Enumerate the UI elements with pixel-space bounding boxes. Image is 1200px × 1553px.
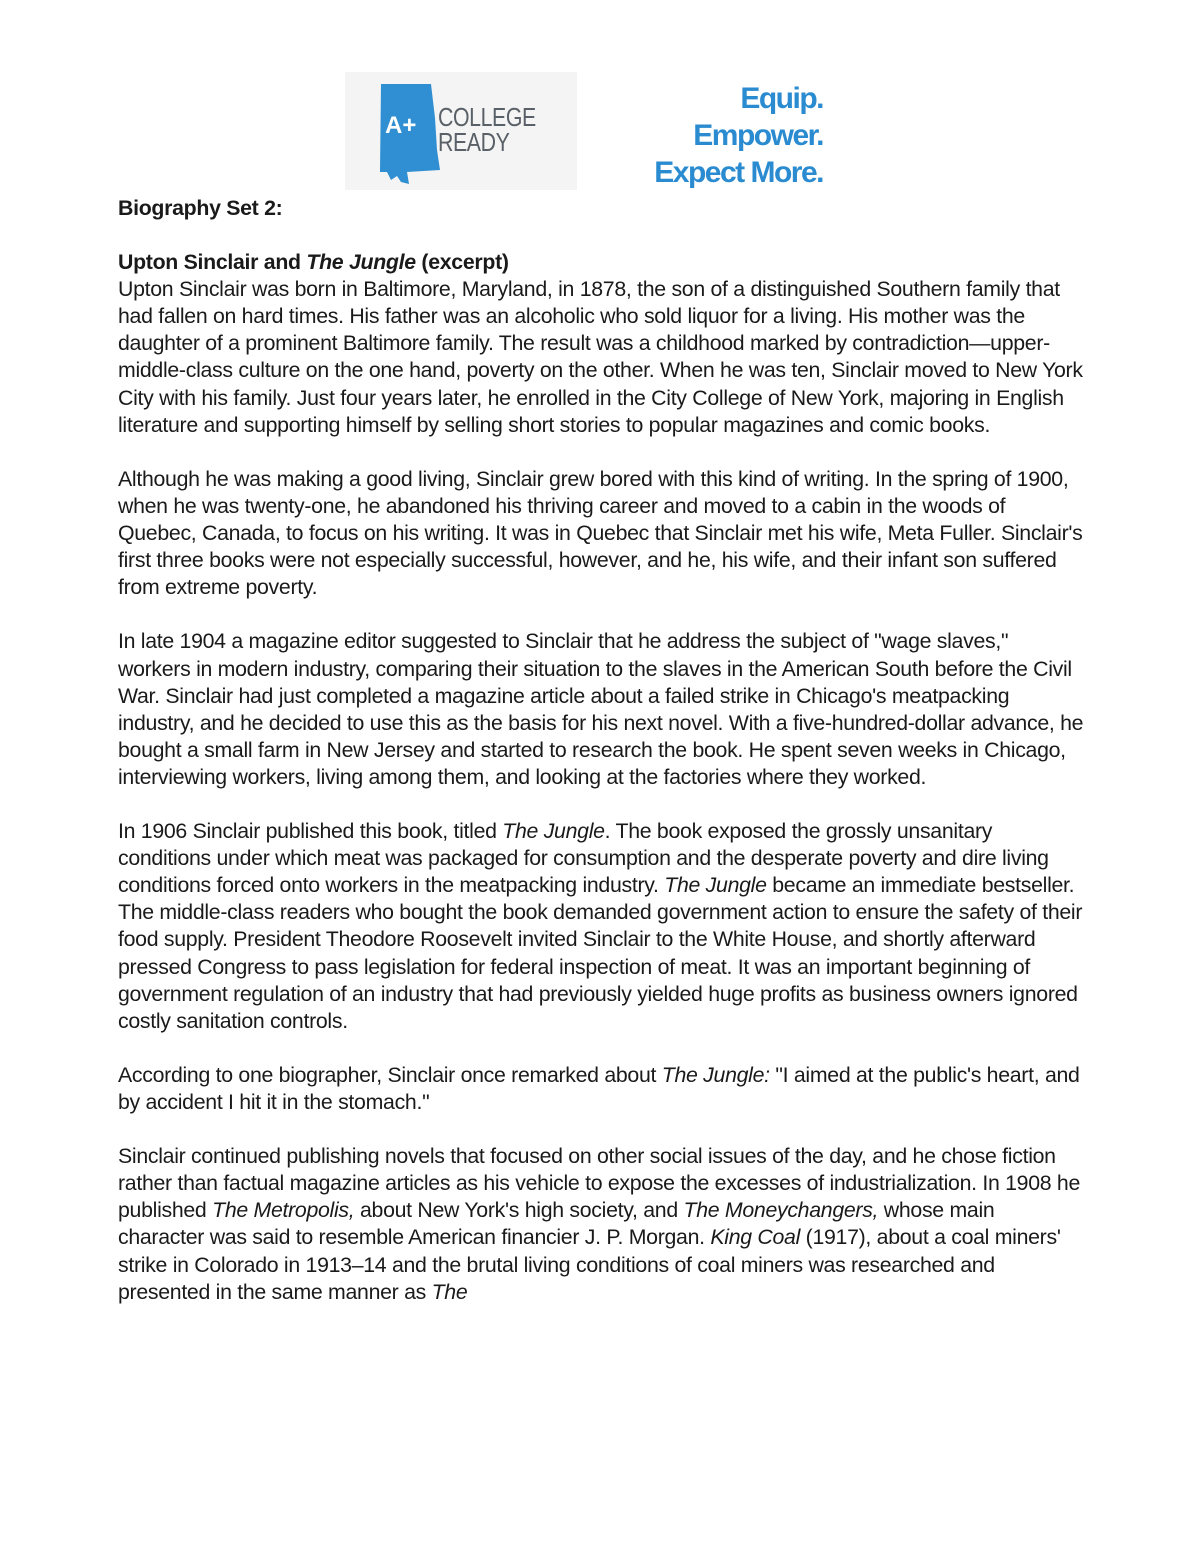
paragraph-6 — [118, 1143, 1086, 1306]
college-ready-logo — [345, 72, 577, 190]
book-title: The Jungle — [664, 873, 767, 898]
paragraph-3: In late 1904 a magazine editor suggested to Sinclair that he address the subject of "wage slaves," workers in modern industry, comparing their situation to the slaves in the American South before the Civil War. Sinclair had just completed a magazine article about a failed strike in Chicago's meatpacking industry, and he decided to use this as the basis for his next novel. With a five-hundred-dollar advance, he bought a small farm in New Jersey and started to research the book. He spent seven weeks in Chicago, interviewing workers, living among them, and looking at the factories where they worked. — [118, 629, 1084, 789]
logo-badge: A+ — [385, 112, 417, 139]
paragraph-text: Sinclair continued publishing novels that focused on other social issues of the day, and he chose fiction rather than factual magazine articles as his vehicle to expose the excesses of industrialization. In 1908 he published — [118, 1144, 1081, 1223]
paragraph-text: . The book exposed the grossly unsanitary conditions under which meat was packaged for consumption and the desperate poverty and dire living conditions forced onto workers in the meatpacking industry. — [118, 819, 1049, 898]
document-body — [118, 195, 1086, 1306]
tagline-line: Equip. — [740, 82, 823, 115]
paragraph-text: In 1906 Sinclair published this book, titled — [118, 819, 503, 844]
book-title: The Metropolis, — [212, 1198, 355, 1223]
book-title: The Jungle: — [661, 1062, 770, 1087]
logo-text-ready: READY — [438, 127, 510, 157]
set-title: Biography Set 2: — [118, 196, 283, 220]
paragraph-2: Although he was making a good living, Sinclair grew bored with this kind of writing. In the spring of 1900, when he was twenty-one, he abandoned his thriving career and moved to a cabin in the woods of Quebec, Canada, to focus on his writing. It was in Quebec that Sinclair met his wife, Meta Fuller. Sinclair's first three books were not especially successful, however, and he, his wife, and their infant son suffered from extreme poverty. — [118, 466, 1083, 600]
paragraph-5 — [118, 1062, 1086, 1116]
paragraph-text: about New York's high society, and — [354, 1198, 684, 1223]
tagline-line: Empower. — [693, 119, 823, 152]
paragraph-text: became an immediate bestseller. The middle-class readers who bought the book demanded government action to ensure the safety of their food supply. President Theodore Roosevelt invited Sinclair to the White House, and shortly afterward pressed Congress to pass legislation for federal inspection of meat. It was an important beginning of government regulation of an industry that had previously yielded huge profits as business owners ignored costly sanitation controls. — [118, 873, 1083, 1033]
logo-text-college: COLLEGE — [438, 102, 536, 132]
book-title: King Coal — [710, 1225, 801, 1250]
paragraph-4 — [118, 818, 1086, 1035]
paragraph-text: (1917), about a coal miners' strike in Colorado in 1913–14 and the brutal living conditions of coal miners was researched and presented in the same manner as — [118, 1225, 1061, 1304]
book-title: The Moneychangers, — [683, 1198, 879, 1223]
paragraph-1: Upton Sinclair was born in Baltimore, Maryland, in 1878, the son of a distinguished Southern family that had fallen on hard times. His father was an alcoholic who sold liquor for a living. His mother was the daughter of a prominent Baltimore family. The result was a childhood marked by contradiction—upper-middle-class culture on the one hand, poverty on the other. When he was ten, Sinclair moved to New York City with his family. Just four years later, he enrolled in the City College of New York, majoring in English literature and supporting himself by selling short stories to popular magazines and comic books. — [118, 277, 1083, 437]
heading-text: (excerpt) — [415, 250, 509, 275]
heading-book-title: The Jungle — [306, 250, 416, 275]
book-title: The Jungle — [502, 819, 605, 844]
heading-text: Upton Sinclair and — [118, 250, 307, 275]
page-header — [345, 72, 845, 192]
paragraph-text: According to one biographer, Sinclair once remarked about — [118, 1062, 662, 1087]
tagline-line: Expect More. — [654, 156, 823, 189]
tagline — [654, 80, 823, 191]
book-title: The — [431, 1279, 468, 1304]
paragraph-text: "I aimed at the public's heart, and by accident I hit it in the stomach." — [118, 1062, 1080, 1114]
article-heading — [118, 249, 1086, 276]
paragraph-text: whose main character was said to resemble American financier J. P. Morgan. — [118, 1198, 995, 1250]
